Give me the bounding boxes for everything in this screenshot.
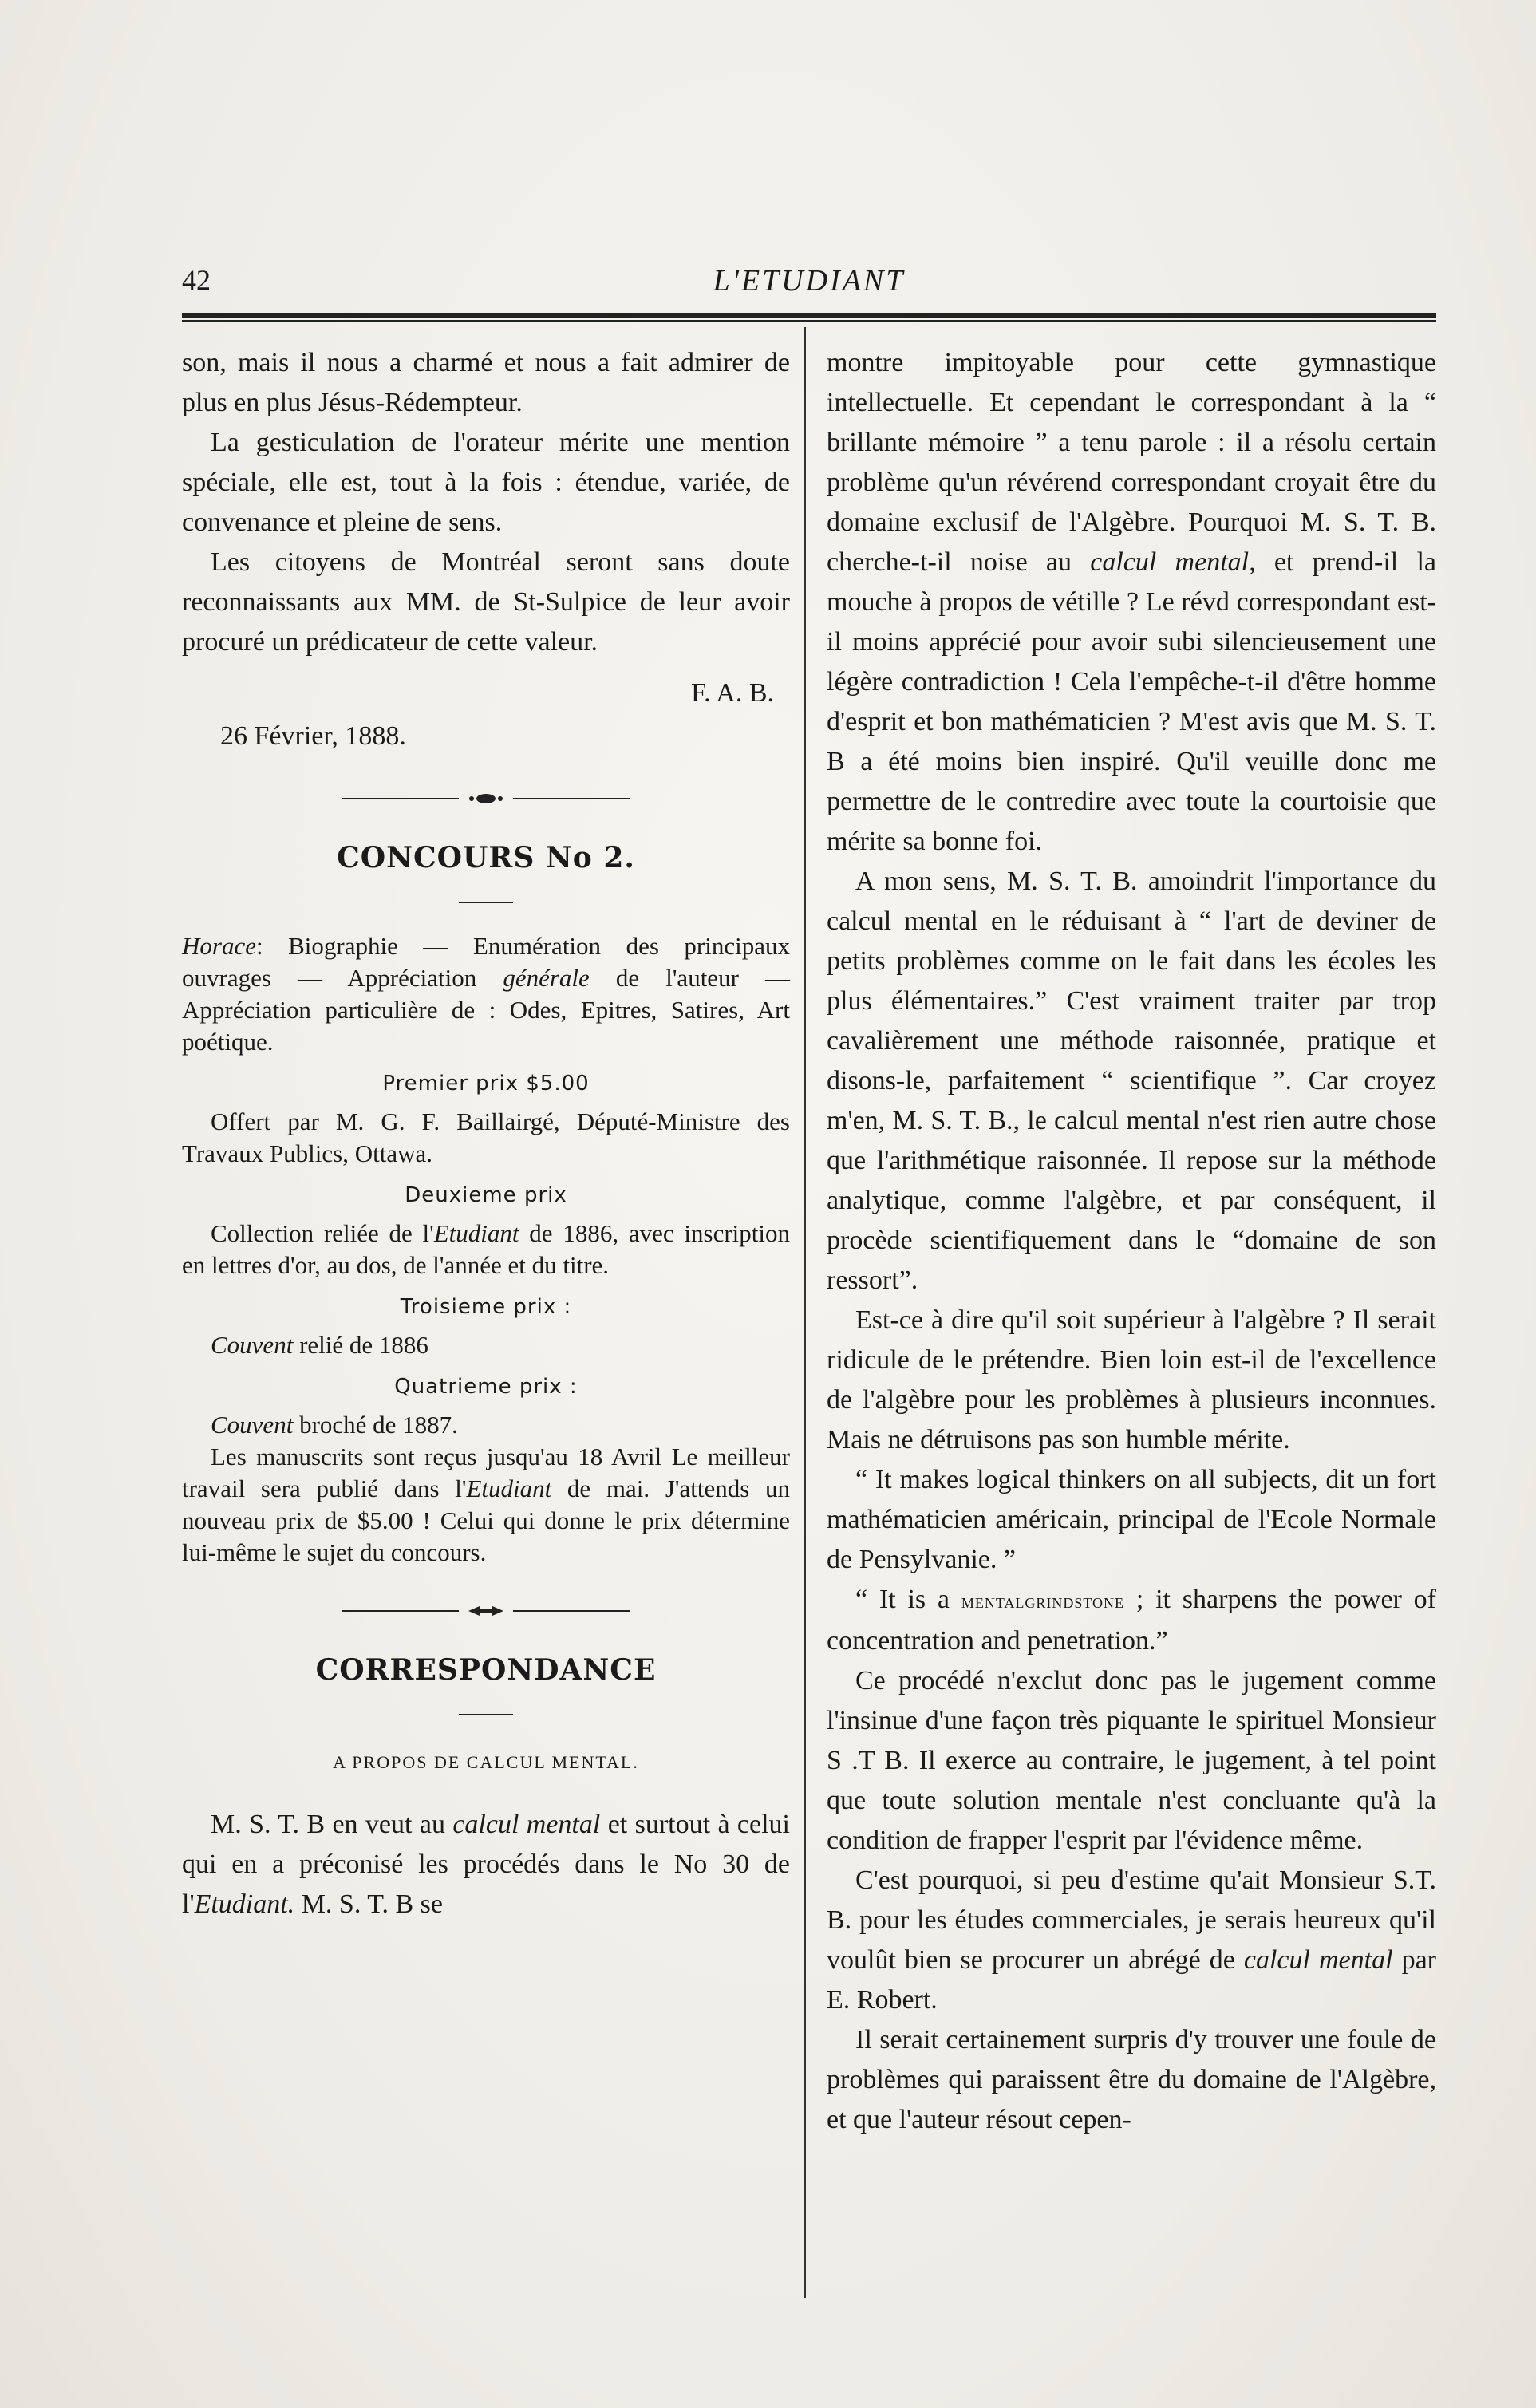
prize-label: Quatrieme prix : [394,1375,578,1399]
signature: F. A. B. [690,678,774,708]
running-title: L'ETUDIANT [713,264,906,298]
ornament-icon [464,791,508,806]
concours-heading: CONCOURS No 2. [337,841,635,874]
paragraph: Les citoyens de Montréal seront sans doute reconnaissants aux MM. de St-Sulpice de leur avoir procuré un prédicateur de cette valeur. [182,547,790,657]
paragraph: Est-ce à dire qu'il soit supérieur à l'algèbre ? Il serait ridicule de le prétendre. Bien loin est-il de l'excellence de l'algèbre pour les problèmes à plusieurs inconnues. Mais ne détruisons pas son humble mérite. [827,1305,1436,1455]
ornament-icon [464,1604,508,1618]
paragraph: montre impitoyable pour cette gymnastique intellectuelle. Et cependant le correspondant à la “ brillante mémoire ” a tenu parole : il a résolu certain problème qu'un révérend correspondant croyait être du domaine exclusif de l'Algèbre. Pourquoi M. S. T. B. cherche-t-il noise au calcul mental, et prend-il la mouche à propos de vétille ? Le révd correspondant est-il moins apprécié pour avoir subi silencieusement une légère contradiction ! Cela l'empêche-t-il d'être homme d'esprit et bon mathématicien ? M'est avis que M. S. T. B a été moins bien inspiré. Qu'il veuille donc me permettre de le contredire avec toute la courtoisie que mérite sa bonne foi. [827,348,1436,856]
paragraph: “ It is a mentalgrindstone ; it sharpens the power of concentration and penetration.” [827,1585,1436,1656]
section-ornament [342,1604,630,1618]
prize-text: Couvent broché de 1887. [211,1411,458,1439]
paragraph: A mon sens, M. S. T. B. amoindrit l'importance du calcul mental en le réduisant à “ l'art de deviner de petits problèmes comme on le fait dans les écoles les plus élémentaires.” C'est vraiment traiter par trop cavalièrement une méthode raisonnée, pratique et disons-le, parfaitement “ scientifique ”. Car croyez m'en, M. S. T. B., le calcul mental n'est rien autre chose que l'arithmétique raisonnée. Il repose sur la méthode analytique, comme l'algèbre, et par conséquent, il procède scientifiquement dans le “domaine de son ressort”. [827,866,1436,1295]
paragraph: La gesticulation de l'orateur mérite une mention spéciale, elle est, tout à la fois : étendue, variée, de convenance et pleine de sens. [182,428,790,537]
paragraph: Il serait certainement surpris d'y trouver une foule de problèmes qui paraissent être du domaine de l'Algèbre, et que l'auteur résout cepen- [827,2025,1436,2134]
page-number: 42 [182,264,211,296]
prize-text: Couvent relié de 1886 [211,1331,428,1359]
paragraph: M. S. T. B en veut au calcul mental et surtout à celui qui en a préconisé les procédés dans le No 30 de l'Etudiant. M. S. T. B se [182,1810,790,1919]
paragraph: Ce procédé n'exclut donc pas le jugement comme l'insinue d'une façon très piquante le spirituel Monsieur S .T B. Il exerce au contraire, le jugement, à tel point que toute solution mentale n'est concluante qu'à la condition de frapper l'esprit par l'évidence même. [827,1666,1436,1855]
paragraph: son, mais il nous a charmé et nous a fait admirer de plus en plus Jésus-Rédempteur. [182,348,790,417]
header-rule [182,313,1436,322]
article-subtitle: A PROPOS DE CALCUL MENTAL. [333,1752,639,1772]
prize-label: Troisieme prix : [400,1295,572,1319]
prize-text: Collection reliée de l'Etudiant de 1886, avec inscription en lettres d'or, au dos, de l'année et du titre. [182,1219,790,1279]
paragraph: “ It makes logical thinkers on all subjects, dit un fort mathématicien américain, principal de l'Ecole Normale de Pensylvanie. ” [827,1465,1436,1574]
short-rule [459,902,513,903]
column-divider [804,327,806,2298]
prize-label: Premier prix $5.00 [382,1072,590,1095]
concours-note: Les manuscrits sont reçus jusqu'au 18 Avril Le meilleur travail sera publié dans l'Etudiant de mai. J'attends un nouveau prix de $5.00 ! Celui qui donne le prix détermine lui-même le sujet du concours. [182,1443,791,1566]
page-header [182,263,1436,311]
left-column [182,343,790,1924]
prize-label: Deuxieme prix [405,1183,567,1207]
dateline: 26 Février, 1888. [220,721,406,751]
concours-subject: Horace: Biographie — Enumération des principaux ouvrages — Appréciation générale de l'auteur — Appréciation particulière de : Odes, Epitres, Satires, Art poétique. [182,932,790,1056]
concours-body [182,930,790,1569]
correspondance-heading: CORRESPONDANCE [315,1653,657,1687]
section-ornament [342,791,630,806]
paragraph: C'est pourquoi, si peu d'estime qu'ait Monsieur S.T. B. pour les études commerciales, je serais heureux qu'il voulût bien se procurer un abrégé de calcul mental par E. Robert. [827,1865,1436,2015]
right-column [827,343,1436,2140]
short-rule [459,1714,513,1715]
prize-text: Offert par M. G. F. Baillairgé, Député-Ministre des Travaux Publics, Ottawa. [182,1107,790,1167]
